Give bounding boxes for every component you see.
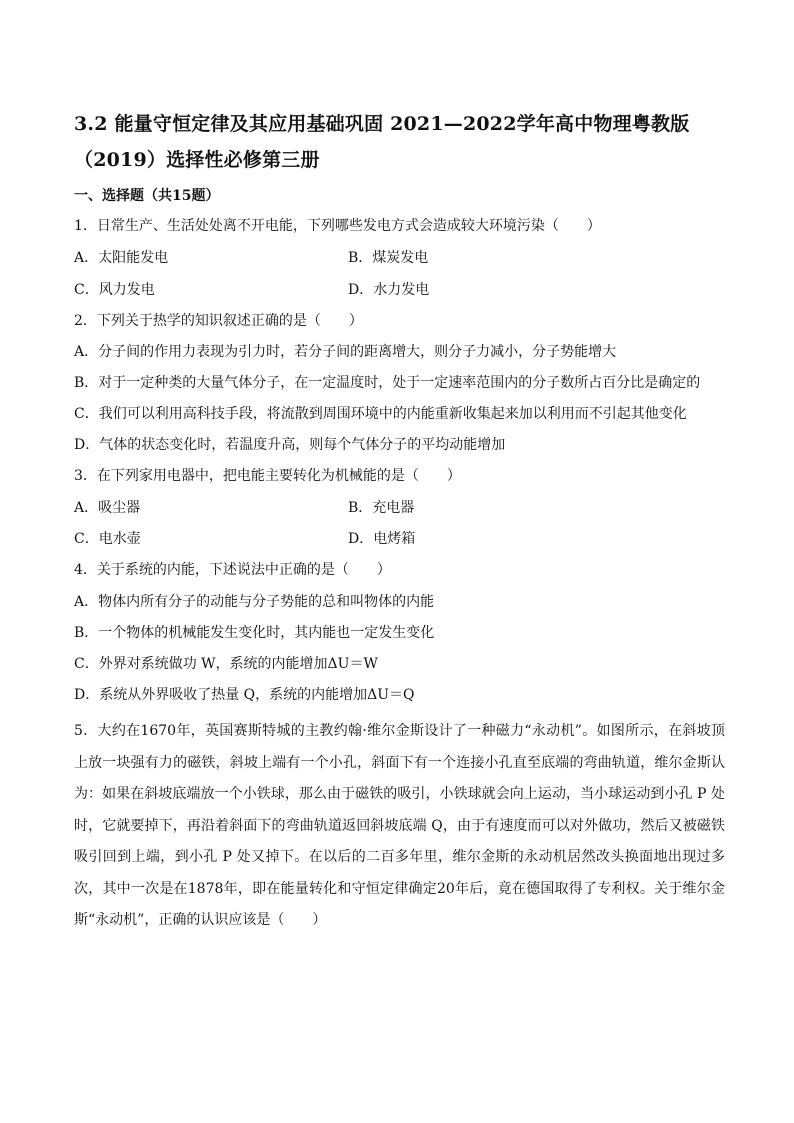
question-4-option-a: A．物体内所有分子的动能与分子势能的总和叫物体的内能 [74,594,435,610]
question-1-option-d: D．水力发电 [348,282,430,298]
question-3-option-a: A．吸尘器 [74,500,141,516]
question-2-option-b: B．对于一定种类的大量气体分子，在一定温度时，处于一定速率范围内的分子数所占百分比是确定的 [74,375,701,391]
question-4-stem: 4．关于系统的内能，下述说法中正确的是（ ） [74,562,391,578]
question-3-option-b: B．充电器 [348,500,415,516]
question-2-option-a: A．分子间的作用力表现为引力时，若分子间的距离增大，则分子力减小，分子势能增大 [74,344,617,360]
question-4-option-d: D．系统从外界吸收了热量 Q，系统的内能增加ΔU＝Q [74,687,415,703]
question-1-option-a: A．太阳能发电 [74,250,169,266]
question-5-stem: 5．大约在1670年，英国赛斯特城的主教约翰·维尔金斯设计了一种磁力“永动机”。如图所示，在斜坡顶上放一块强有力的磁铁，斜坡上端有一个小孔，斜面下有一个连接小孔直至底端的弯曲轨道，维尔金斯认为：如果在斜坡底端放一个小铁球，那么由于磁铁的吸引，小铁球就会向上运动，当小球运动到小孔 P 处时，它就要掉下，再沿着斜面下的弯曲轨道返回斜坡底端 Q，由于有速度而可以对外做功，然后又被磁铁吸引回到上端，到小孔 P 处又掉下。在以后的二百多年里，维尔金斯的永动机居然改头换面地出现过多次，其中一次是在1878年，即在能量转化和守恒定律确定20年后，竟在德国取得了专利权。关于维尔金斯“永动机”，正确的认识应该是（ ） [74,723,725,928]
question-1-option-c: C．风力发电 [74,282,155,298]
question-4-option-b: B．一个物体的机械能发生变化时，其内能也一定发生变化 [74,625,435,641]
question-2-option-c: C．我们可以利用高科技手段，将流散到周围环境中的内能重新收集起来加以利用而不引起其他变化 [74,406,687,422]
section-heading: 一、选择题（共15题） [74,188,220,204]
question-2-stem: 2．下列关于热学的知识叙述正确的是（ ） [74,313,363,329]
question-1-stem: 1．日常生产、生活处处离不开电能，下列哪些发电方式会造成较大环境污染（ ） [74,218,601,234]
page-title: 3.2 能量守恒定律及其应用基础巩固 2021—2022学年高中物理粤教版（2019）选择性必修第三册 [74,113,690,171]
question-2-option-d: D．气体的状态变化时，若温度升高，则每个气体分子的平均动能增加 [74,437,506,453]
question-4-option-c: C．外界对系统做功 W，系统的内能增加ΔU＝W [74,656,378,672]
question-3-stem: 3．在下列家用电器中，把电能主要转化为机械能的是（ ） [74,468,461,484]
question-1-option-b: B．煤炭发电 [348,250,429,266]
question-3-option-d: D．电烤箱 [348,531,416,547]
question-3-option-c: C．电水壶 [74,531,141,547]
